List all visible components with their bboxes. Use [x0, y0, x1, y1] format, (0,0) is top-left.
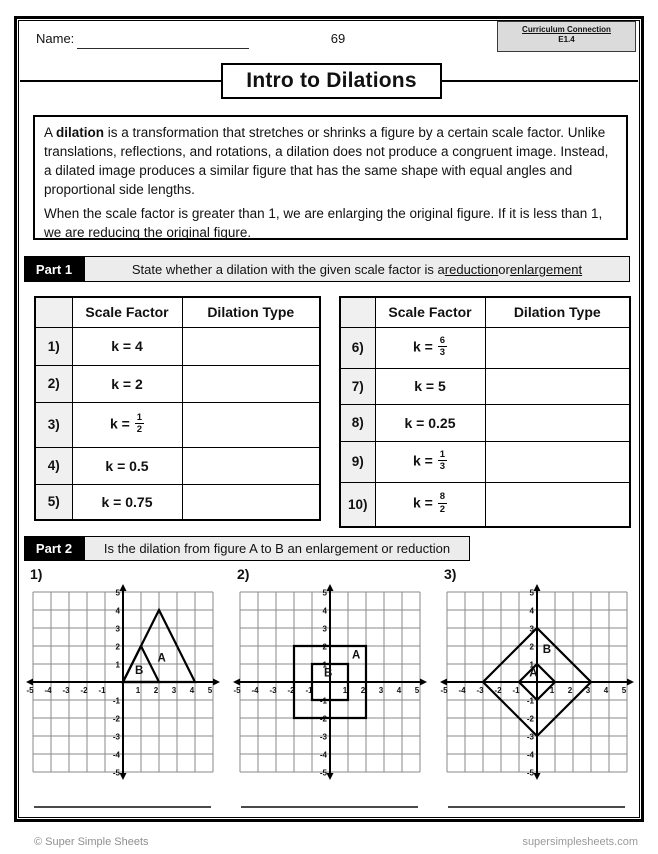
figure-label-B: B: [135, 664, 144, 677]
table-header-row: [340, 297, 630, 327]
dilation-type-answer-cell[interactable]: [182, 327, 320, 365]
svg-text:-4: -4: [319, 750, 327, 760]
svg-text:-1: -1: [305, 686, 313, 695]
answer-line-3[interactable]: [448, 806, 625, 808]
table-row: [35, 327, 320, 365]
dilation-type-header: Dilation Type: [182, 297, 320, 327]
svg-text:-2: -2: [526, 714, 534, 724]
svg-text:-4: -4: [44, 686, 52, 695]
figure-label-A: A: [157, 652, 166, 665]
svg-text:3: 3: [585, 686, 591, 695]
svg-text:-1: -1: [526, 696, 534, 706]
blank-header-cell: [340, 297, 375, 327]
footer-website: supersimplesheets.com: [522, 836, 638, 848]
problem-number: 4): [35, 447, 72, 484]
dilation-term: dilation: [56, 125, 105, 140]
problem-number: 3): [35, 402, 72, 447]
svg-text:-2: -2: [319, 714, 327, 724]
svg-text:-5: -5: [112, 768, 120, 778]
page-number: 69: [330, 31, 346, 46]
svg-text:2: 2: [567, 686, 573, 695]
svg-text:5: 5: [115, 588, 120, 598]
problem-number: 10): [340, 482, 375, 527]
svg-text:-5: -5: [233, 686, 241, 695]
svg-text:3: 3: [115, 624, 120, 634]
scale-factor-value: k = 0.25: [375, 404, 485, 441]
reduction-underlined: reduction: [444, 261, 499, 277]
figure-label-B: B: [324, 667, 333, 680]
part2-label: Part 2: [24, 536, 84, 561]
svg-text:-3: -3: [112, 732, 120, 742]
name-label: Name:: [36, 31, 75, 46]
dilation-type-answer-cell[interactable]: [182, 447, 320, 484]
part1-instruction: State whether a dilation with the given scale factor is a reduction or enlargement: [84, 256, 630, 282]
table-row: [35, 484, 320, 520]
svg-text:-4: -4: [112, 750, 120, 760]
table-row: [340, 482, 630, 527]
table-row: [340, 327, 630, 368]
svg-text:1: 1: [549, 686, 555, 695]
svg-text:-2: -2: [112, 714, 120, 724]
fraction: $\frac{1}{2}$: [136, 411, 143, 435]
svg-text:-5: -5: [319, 768, 327, 778]
figure-label-A: A: [529, 667, 538, 680]
intro-paragraph-1: A dilation is a transformation that stretches or shrinks a figure by a certain scale factor. Unlike translations, reflections, and rotations, a dilation does not produce a congruent image. Instead, a dilated image produces a similar figure that has the same shape with equal angles and proportional side lengths.: [44, 125, 609, 197]
fraction: $\frac{8}{2}$: [439, 491, 446, 515]
svg-text:4: 4: [189, 686, 195, 695]
part2-instruction: Is the dilation from figure A to B an enlargement or reduction: [84, 536, 470, 561]
coordinate-grid-2: [233, 584, 427, 780]
dilation-type-answer-cell[interactable]: [182, 484, 320, 520]
svg-text:-3: -3: [62, 686, 70, 695]
svg-text:2: 2: [322, 642, 327, 652]
fraction: $\frac{1}{3}$: [439, 448, 446, 472]
svg-text:-4: -4: [526, 750, 534, 760]
svg-text:4: 4: [603, 686, 609, 695]
intro-box: [33, 115, 628, 240]
svg-text:-3: -3: [526, 732, 534, 742]
table-row: [35, 402, 320, 447]
svg-text:-2: -2: [287, 686, 295, 695]
svg-text:2: 2: [153, 686, 159, 695]
svg-text:5: 5: [322, 588, 327, 598]
curriculum-connection-title: Curriculum Connection: [522, 25, 611, 34]
scale-factor-value: k = $\frac{8}{2}$: [375, 482, 485, 527]
worksheet-title: Intro to Dilations: [221, 63, 442, 99]
svg-text:-1: -1: [98, 686, 106, 695]
coordinate-grid-1: [26, 584, 220, 780]
answer-line-1[interactable]: [34, 806, 211, 808]
svg-text:-1: -1: [512, 686, 520, 695]
problem-number: 2): [35, 365, 72, 402]
svg-text:-2: -2: [494, 686, 502, 695]
problem-number: 5): [35, 484, 72, 520]
problem-number: 1): [35, 327, 72, 365]
dilation-type-answer-cell[interactable]: [485, 404, 630, 441]
svg-text:-5: -5: [26, 686, 34, 695]
svg-text:-3: -3: [319, 732, 327, 742]
scale-factor-table-right: [339, 296, 631, 528]
scale-factor-value: k = $\frac{1}{2}$: [72, 402, 182, 447]
svg-text:4: 4: [115, 606, 120, 616]
svg-text:1: 1: [529, 660, 534, 670]
dilation-type-answer-cell[interactable]: [485, 327, 630, 368]
scale-factor-header: Scale Factor: [375, 297, 485, 327]
svg-text:-5: -5: [440, 686, 448, 695]
table-header-row: [35, 297, 320, 327]
problem-number: 9): [340, 441, 375, 482]
svg-text:-4: -4: [458, 686, 466, 695]
svg-text:1: 1: [135, 686, 141, 695]
graph-3-label: 3): [444, 566, 457, 582]
dilation-type-header: Dilation Type: [485, 297, 630, 327]
scale-factor-value: k = $\frac{6}{3}$: [375, 327, 485, 368]
scale-factor-value: k = 2: [72, 365, 182, 402]
svg-text:-2: -2: [80, 686, 88, 695]
svg-text:-3: -3: [476, 686, 484, 695]
svg-text:-3: -3: [269, 686, 277, 695]
coordinate-grid-3: [440, 584, 634, 780]
dilation-type-answer-cell[interactable]: [485, 368, 630, 404]
svg-text:2: 2: [115, 642, 120, 652]
curriculum-connection-box: [497, 21, 636, 52]
figure-label-A: A: [351, 649, 361, 662]
table-row: [35, 365, 320, 402]
scale-factor-value: k = 0.5: [72, 447, 182, 484]
svg-text:1: 1: [115, 660, 120, 670]
enlargement-underlined: enlargement: [509, 261, 583, 277]
scale-factor-table-left: [34, 296, 321, 521]
dilation-type-answer-cell[interactable]: [485, 441, 630, 482]
fraction: $\frac{6}{3}$: [439, 334, 446, 358]
svg-text:2: 2: [529, 642, 534, 652]
svg-text:3: 3: [322, 624, 327, 634]
part1-label: Part 1: [24, 256, 84, 282]
svg-text:1: 1: [322, 660, 327, 670]
name-blank-line[interactable]: [77, 48, 249, 49]
curriculum-code: E1.4: [558, 35, 575, 44]
scale-factor-value: k = 4: [72, 327, 182, 365]
intro-paragraph-2: When the scale factor is greater than 1, we are enlarging the original figure. If it is less than 1, we are reducing the original figure.: [44, 206, 603, 240]
svg-text:4: 4: [322, 606, 327, 616]
svg-text:1: 1: [342, 686, 348, 695]
blank-header-cell: [35, 297, 72, 327]
svg-text:5: 5: [621, 686, 627, 695]
table-row: [340, 404, 630, 441]
problem-number: 6): [340, 327, 375, 368]
dilation-type-answer-cell[interactable]: [182, 365, 320, 402]
scale-factor-value: k = 0.75: [72, 484, 182, 520]
footer-copyright: © Super Simple Sheets: [34, 836, 149, 848]
table-row: [340, 441, 630, 482]
table-row: [35, 447, 320, 484]
dilation-type-answer-cell[interactable]: [182, 402, 320, 447]
svg-text:3: 3: [529, 624, 534, 634]
table-row: [340, 368, 630, 404]
svg-text:-4: -4: [251, 686, 259, 695]
svg-text:2: 2: [360, 686, 366, 695]
graph-1-label: 1): [30, 566, 43, 582]
scale-factor-header: Scale Factor: [72, 297, 182, 327]
svg-text:-5: -5: [526, 768, 534, 778]
svg-text:-1: -1: [112, 696, 120, 706]
svg-text:5: 5: [529, 588, 534, 598]
figure-label-B: B: [542, 644, 552, 657]
svg-text:5: 5: [414, 686, 420, 695]
svg-text:4: 4: [396, 686, 402, 695]
answer-line-2[interactable]: [241, 806, 418, 808]
svg-text:3: 3: [378, 686, 384, 695]
svg-text:5: 5: [207, 686, 213, 695]
problem-number: 8): [340, 404, 375, 441]
svg-text:4: 4: [529, 606, 534, 616]
graph-2-label: 2): [237, 566, 250, 582]
svg-text:-1: -1: [319, 696, 327, 706]
scale-factor-value: k = 5: [375, 368, 485, 404]
dilation-type-answer-cell[interactable]: [485, 482, 630, 527]
problem-number: 7): [340, 368, 375, 404]
scale-factor-value: k = $\frac{1}{3}$: [375, 441, 485, 482]
svg-text:3: 3: [171, 686, 177, 695]
